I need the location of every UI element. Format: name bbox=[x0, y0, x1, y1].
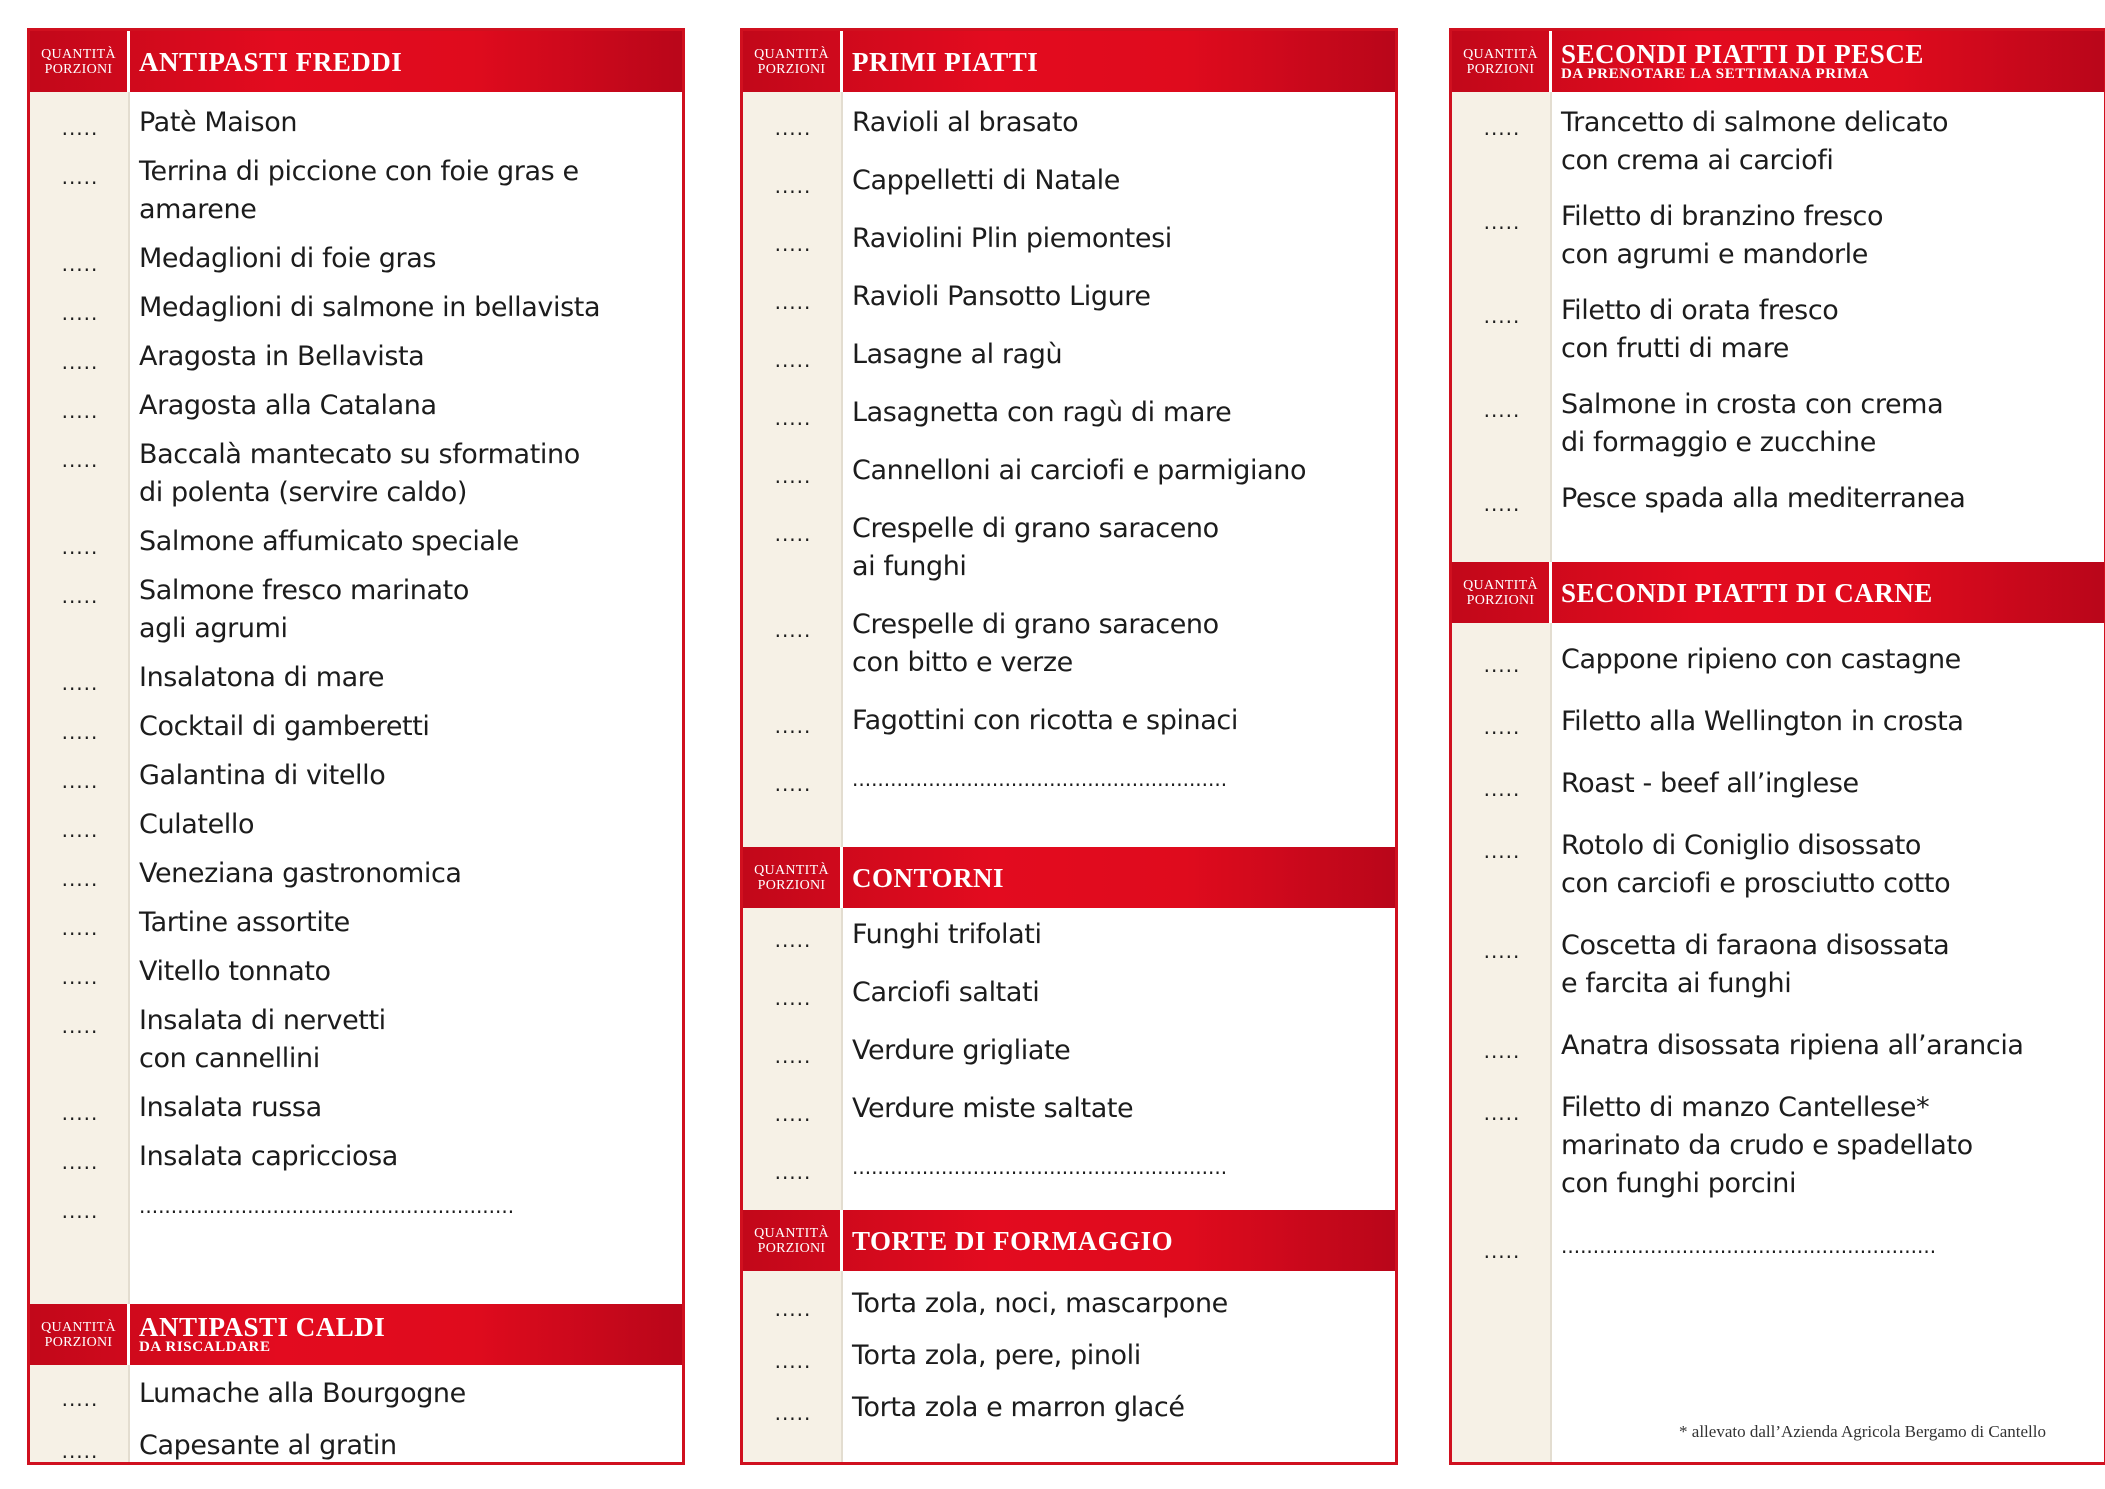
quantity-dots: ..... bbox=[61, 350, 99, 374]
quantity-dots: ..... bbox=[61, 1199, 99, 1223]
menu-item-row bbox=[743, 702, 1395, 740]
section-header bbox=[1452, 562, 2104, 623]
menu-item-name: Filetto di manzo Cantellese* marinato da crudo e spadellato con funghi porcini bbox=[1561, 1092, 1973, 1199]
quantity-label-line2: PORZIONI bbox=[757, 1240, 826, 1256]
blank-entry-row bbox=[1452, 1227, 2104, 1265]
quantity-dots: ..... bbox=[1483, 398, 1521, 422]
blank-entry-line: ........................................................... bbox=[852, 1155, 1228, 1179]
menu-item-row bbox=[743, 104, 1395, 142]
section-title-box bbox=[1552, 562, 2104, 623]
quantity-dots: ..... bbox=[61, 769, 99, 793]
quantity-dots: ..... bbox=[1483, 210, 1521, 234]
menu-item-row bbox=[743, 916, 1395, 954]
section-header bbox=[743, 1210, 1395, 1271]
menu-item-row bbox=[743, 1337, 1395, 1375]
menu-item-row bbox=[30, 1089, 682, 1127]
menu-item-name: Torta zola, noci, mascarpone bbox=[852, 1288, 1228, 1319]
menu-item-name: Lasagnetta con ragù di mare bbox=[852, 397, 1232, 428]
menu-item-row bbox=[743, 452, 1395, 490]
quantity-dots: ..... bbox=[774, 714, 812, 738]
menu-item-row bbox=[30, 289, 682, 327]
item-list bbox=[30, 92, 682, 1304]
menu-item-name: Filetto di branzino fresco con agrumi e mandorle bbox=[1561, 201, 1884, 270]
menu-item-row bbox=[743, 1090, 1395, 1128]
quantity-dots: ..... bbox=[774, 772, 812, 796]
menu-item-row bbox=[30, 387, 682, 425]
quantity-dots: ..... bbox=[61, 584, 99, 608]
section-header bbox=[743, 31, 1395, 92]
menu-item-name: Medaglioni di foie gras bbox=[139, 243, 437, 274]
section-title: SECONDI PIATTI DI PESCE bbox=[1561, 39, 1924, 69]
quantity-dots: ..... bbox=[774, 406, 812, 430]
quantity-dots: ..... bbox=[774, 1044, 812, 1068]
quantity-dots: ..... bbox=[61, 116, 99, 140]
section-title: ANTIPASTI FREDDI bbox=[139, 46, 403, 77]
menu-item-name: Baccalà mantecato su sformatino di polenta (servire caldo) bbox=[139, 439, 580, 508]
quantity-dots: ..... bbox=[774, 1297, 812, 1321]
menu-item-name: Roast - beef all’inglese bbox=[1561, 768, 1859, 799]
quantity-dots: ..... bbox=[61, 916, 99, 940]
quantity-label bbox=[30, 31, 130, 92]
menu-item-row bbox=[1452, 386, 2104, 462]
section-title-box bbox=[1552, 31, 2104, 92]
quantity-dots: ..... bbox=[1483, 304, 1521, 328]
menu-item-name: Salmone fresco marinato agli agrumi bbox=[139, 575, 469, 644]
menu-item-name: Cappelletti di Natale bbox=[852, 165, 1120, 196]
section-header bbox=[1452, 31, 2104, 92]
quantity-dots: ..... bbox=[61, 535, 99, 559]
quantity-dots: ..... bbox=[1483, 839, 1521, 863]
menu-item-row bbox=[1452, 1089, 2104, 1203]
quantity-dots: ..... bbox=[61, 1101, 99, 1125]
blank-entry-line: ........................................................... bbox=[139, 1194, 515, 1218]
panel-column-2 bbox=[740, 28, 1398, 1465]
quantity-dots: ..... bbox=[61, 399, 99, 423]
quantity-label-line2: PORZIONI bbox=[44, 61, 113, 77]
menu-item-row bbox=[30, 855, 682, 893]
menu-item-row bbox=[743, 220, 1395, 258]
section-title-box bbox=[130, 31, 682, 92]
menu-item-row bbox=[1452, 927, 2104, 1003]
panel-column-3 bbox=[1449, 28, 2105, 1465]
menu-item-row bbox=[30, 240, 682, 278]
quantity-dots: ..... bbox=[1483, 116, 1521, 140]
quantity-dots: ..... bbox=[774, 928, 812, 952]
menu-item-name: Ravioli Pansotto Ligure bbox=[852, 281, 1151, 312]
menu-item-row bbox=[30, 757, 682, 795]
menu-item-name: Tartine assortite bbox=[139, 907, 350, 938]
quantity-label bbox=[1452, 562, 1552, 623]
menu-item-row bbox=[30, 1427, 682, 1465]
menu-item-name: Funghi trifolati bbox=[852, 919, 1042, 950]
menu-item-name: Torta zola, pere, pinoli bbox=[852, 1340, 1141, 1371]
section-title-box bbox=[843, 31, 1395, 92]
item-list bbox=[1452, 623, 2104, 1265]
section-header bbox=[30, 1304, 682, 1365]
section-contorni bbox=[743, 847, 1395, 1210]
menu-item-name: Aragosta alla Catalana bbox=[139, 390, 437, 421]
menu-item-name: Salmone in crosta con crema di formaggio e zucchine bbox=[1561, 389, 1944, 458]
quantity-dots: ..... bbox=[61, 301, 99, 325]
menu-item-row bbox=[30, 1375, 682, 1413]
menu-item-name: Filetto alla Wellington in crosta bbox=[1561, 706, 1964, 737]
quantity-dots: ..... bbox=[61, 867, 99, 891]
quantity-dots: ..... bbox=[61, 448, 99, 472]
quantity-dots: ..... bbox=[61, 165, 99, 189]
quantity-label-line2: PORZIONI bbox=[757, 877, 826, 893]
quantity-dots: ..... bbox=[61, 965, 99, 989]
quantity-dots: ..... bbox=[774, 1160, 812, 1184]
item-list bbox=[743, 908, 1395, 1210]
menu-item-name: Trancetto di salmone delicato con crema ai carciofi bbox=[1561, 107, 1949, 176]
menu-item-row bbox=[743, 336, 1395, 374]
menu-item-row bbox=[1452, 480, 2104, 518]
section-title: PRIMI PIATTI bbox=[852, 46, 1039, 77]
menu-item-row bbox=[30, 338, 682, 376]
menu-item-row bbox=[30, 1138, 682, 1176]
menu-item-row bbox=[30, 904, 682, 942]
menu-item-name: Verdure grigliate bbox=[852, 1035, 1071, 1066]
menu-item-name: Verdure miste saltate bbox=[852, 1093, 1134, 1124]
quantity-label-line1: QUANTITÀ bbox=[754, 1225, 829, 1241]
section-title: SECONDI PIATTI DI CARNE bbox=[1561, 577, 1933, 608]
quantity-dots: ..... bbox=[774, 618, 812, 642]
menu-item-row bbox=[30, 1002, 682, 1078]
quantity-label-line1: QUANTITÀ bbox=[1463, 577, 1538, 593]
menu-item-row bbox=[1452, 198, 2104, 274]
menu-item-name: Salmone affumicato speciale bbox=[139, 526, 519, 557]
blank-entry-line: ........................................................... bbox=[852, 767, 1228, 791]
menu-item-name: Crespelle di grano saraceno con bitto e verze bbox=[852, 609, 1219, 678]
quantity-label-line1: QUANTITÀ bbox=[1463, 46, 1538, 62]
quantity-label-line1: QUANTITÀ bbox=[41, 46, 116, 62]
menu-item-row bbox=[30, 659, 682, 697]
quantity-label-line2: PORZIONI bbox=[757, 61, 826, 77]
menu-item-name: Carciofi saltati bbox=[852, 977, 1040, 1008]
menu-item-row bbox=[30, 572, 682, 648]
menu-item-row bbox=[1452, 1027, 2104, 1065]
menu-item-row bbox=[743, 1285, 1395, 1323]
menu-item-row bbox=[743, 394, 1395, 432]
menu-item-name: Cocktail di gamberetti bbox=[139, 711, 430, 742]
menu-item-row bbox=[1452, 104, 2104, 180]
menu-item-name: Insalata di nervetti con cannellini bbox=[139, 1005, 386, 1074]
menu-item-name: Insalata capricciosa bbox=[139, 1141, 398, 1172]
panel-column-1 bbox=[27, 28, 685, 1465]
menu-item-row bbox=[30, 153, 682, 229]
item-list bbox=[743, 92, 1395, 847]
menu-item-name: Lasagne al ragù bbox=[852, 339, 1063, 370]
section-title: ANTIPASTI CALDI bbox=[139, 1312, 386, 1342]
quantity-dots: ..... bbox=[1483, 777, 1521, 801]
menu-item-row bbox=[30, 523, 682, 561]
menu-item-name: Cappone ripieno con castagne bbox=[1561, 644, 1961, 675]
quantity-label-line2: PORZIONI bbox=[44, 1334, 113, 1350]
blank-entry-row bbox=[30, 1187, 682, 1225]
quantity-dots: ..... bbox=[61, 671, 99, 695]
menu-item-name: Rotolo di Coniglio disossato con carciofi e prosciutto cotto bbox=[1561, 830, 1951, 899]
section-primi-piatti bbox=[743, 31, 1395, 847]
menu-item-row bbox=[30, 953, 682, 991]
section-secondi-carne bbox=[1452, 562, 2104, 1265]
menu-item-row bbox=[30, 708, 682, 746]
menu-item-name: Insalata russa bbox=[139, 1092, 322, 1123]
menu-item-row bbox=[1452, 292, 2104, 368]
blank-entry-row bbox=[743, 1148, 1395, 1186]
menu-item-name: Fagottini con ricotta e spinaci bbox=[852, 705, 1238, 736]
quantity-label bbox=[1452, 31, 1552, 92]
menu-item-row bbox=[743, 278, 1395, 316]
quantity-dots: ..... bbox=[774, 348, 812, 372]
quantity-dots: ..... bbox=[61, 1150, 99, 1174]
quantity-label-line1: QUANTITÀ bbox=[41, 1319, 116, 1335]
quantity-dots: ..... bbox=[61, 1387, 99, 1411]
quantity-label bbox=[743, 1210, 843, 1271]
menu-item-name: Galantina di vitello bbox=[139, 760, 386, 791]
section-antipasti-freddi bbox=[30, 31, 682, 1304]
quantity-dots: ..... bbox=[774, 1401, 812, 1425]
menu-item-name: Terrina di piccione con foie gras e amarene bbox=[139, 156, 579, 225]
menu-item-row bbox=[743, 974, 1395, 1012]
section-secondi-pesce bbox=[1452, 31, 2104, 562]
menu-item-row bbox=[30, 436, 682, 512]
menu-item-name: Vitello tonnato bbox=[139, 956, 331, 987]
quantity-dots: ..... bbox=[1483, 1101, 1521, 1125]
menu-item-name: Torta zola e marron glacé bbox=[852, 1392, 1185, 1423]
quantity-dots: ..... bbox=[774, 232, 812, 256]
menu-item-name: Veneziana gastronomica bbox=[139, 858, 462, 889]
menu-item-name: Filetto di orata fresco con frutti di mare bbox=[1561, 295, 1839, 364]
menu-item-row bbox=[1452, 827, 2104, 903]
quantity-label bbox=[30, 1304, 130, 1365]
section-subtitle: DA PRENOTARE LA SETTIMANA PRIMA bbox=[1561, 66, 1870, 82]
quantity-dots: ..... bbox=[774, 986, 812, 1010]
section-header bbox=[743, 847, 1395, 908]
blank-entry-line: ........................................................... bbox=[1561, 1234, 1937, 1258]
quantity-label-line1: QUANTITÀ bbox=[754, 862, 829, 878]
item-list bbox=[1452, 92, 2104, 562]
quantity-label bbox=[743, 31, 843, 92]
quantity-dots: ..... bbox=[774, 522, 812, 546]
menu-item-row bbox=[30, 104, 682, 142]
menu-item-name: Aragosta in Bellavista bbox=[139, 341, 425, 372]
quantity-dots: ..... bbox=[774, 290, 812, 314]
quantity-dots: ..... bbox=[774, 174, 812, 198]
menu-item-row bbox=[743, 1389, 1395, 1427]
menu-item-row bbox=[30, 806, 682, 844]
menu-item-name: Crespelle di grano saraceno ai funghi bbox=[852, 513, 1219, 582]
menu-item-name: Medaglioni di salmone in bellavista bbox=[139, 292, 601, 323]
menu-item-name: Insalatona di mare bbox=[139, 662, 385, 693]
section-header bbox=[30, 31, 682, 92]
section-title-box bbox=[843, 847, 1395, 908]
menu-item-row bbox=[1452, 641, 2104, 679]
section-title-box bbox=[130, 1304, 682, 1365]
section-torte-di-formaggio bbox=[743, 1210, 1395, 1427]
quantity-dots: ..... bbox=[774, 116, 812, 140]
quantity-label-line2: PORZIONI bbox=[1466, 61, 1535, 77]
blank-entry-row bbox=[743, 760, 1395, 798]
section-title: TORTE DI FORMAGGIO bbox=[852, 1225, 1174, 1256]
footnote: * allevato dall’Azienda Agricola Bergamo di Cantello bbox=[1679, 1422, 2046, 1441]
menu-item-row bbox=[743, 162, 1395, 200]
quantity-dots: ..... bbox=[61, 1014, 99, 1038]
quantity-label-line1: QUANTITÀ bbox=[754, 46, 829, 62]
quantity-label-line2: PORZIONI bbox=[1466, 592, 1535, 608]
quantity-label bbox=[743, 847, 843, 908]
quantity-dots: ..... bbox=[61, 720, 99, 744]
menu-item-row bbox=[1452, 765, 2104, 803]
quantity-dots: ..... bbox=[1483, 715, 1521, 739]
menu-item-row bbox=[743, 606, 1395, 682]
quantity-dots: ..... bbox=[1483, 492, 1521, 516]
menu-item-name: Coscetta di faraona disossata e farcita ai funghi bbox=[1561, 930, 1950, 999]
menu-item-name: Pesce spada alla mediterranea bbox=[1561, 483, 1966, 514]
quantity-dots: ..... bbox=[1483, 1039, 1521, 1063]
menu-item-name: Cannelloni ai carciofi e parmigiano bbox=[852, 455, 1307, 486]
menu-item-name: Patè Maison bbox=[139, 107, 298, 138]
section-title-box bbox=[843, 1210, 1395, 1271]
quantity-dots: ..... bbox=[61, 1439, 99, 1463]
quantity-dots: ..... bbox=[774, 1349, 812, 1373]
section-subtitle: DA RISCALDARE bbox=[139, 1339, 271, 1355]
quantity-dots: ..... bbox=[774, 1102, 812, 1126]
menu-item-name: Culatello bbox=[139, 809, 255, 840]
menu-item-row bbox=[743, 510, 1395, 586]
quantity-dots: ..... bbox=[1483, 653, 1521, 677]
menu-item-name: Raviolini Plin piemontesi bbox=[852, 223, 1172, 254]
quantity-dots: ..... bbox=[1483, 939, 1521, 963]
item-list bbox=[743, 1271, 1395, 1427]
quantity-dots: ..... bbox=[774, 464, 812, 488]
section-title: CONTORNI bbox=[852, 862, 1005, 893]
menu-item-name: Ravioli al brasato bbox=[852, 107, 1079, 138]
menu-item-row bbox=[1452, 703, 2104, 741]
menu-item-name: Anatra disossata ripiena all’arancia bbox=[1561, 1030, 2024, 1061]
menu-item-row bbox=[743, 1032, 1395, 1070]
quantity-dots: ..... bbox=[1483, 1239, 1521, 1263]
menu-item-name: Lumache alla Bourgogne bbox=[139, 1378, 466, 1409]
section-antipasti-caldi bbox=[30, 1304, 682, 1465]
quantity-dots: ..... bbox=[61, 818, 99, 842]
quantity-dots: ..... bbox=[61, 252, 99, 276]
item-list bbox=[30, 1365, 682, 1465]
menu-item-name: Capesante al gratin bbox=[139, 1430, 397, 1461]
